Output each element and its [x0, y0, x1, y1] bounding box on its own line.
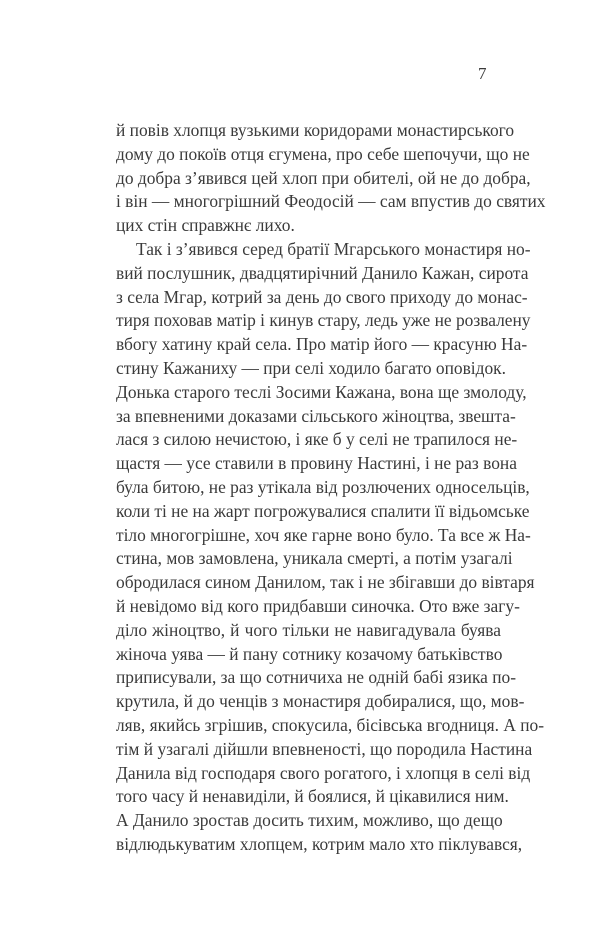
text-line: жіноча уява — й пану сотнику козачому батьківство	[116, 643, 503, 664]
text-line: дому до покоїв отця єгумена, про себе шепочучи, що не	[116, 143, 530, 164]
text-line: й невідомо від кого придбавши синочка. Ото вже загу-	[116, 595, 520, 616]
text-line: і він — многогрішний Феодосій — сам впустив до святих	[116, 191, 546, 212]
text-line: Данила від господаря свого рогатого, і хлопця в селі від	[116, 762, 531, 783]
text-line: була битою, не раз утікала від розлючених односельців,	[116, 476, 530, 497]
text-line: щастя — усе ставили в провину Настині, і не раз вона	[116, 453, 517, 474]
text-line: вбогу хатину край села. Про матір його — красуню На-	[116, 334, 528, 355]
body-text	[116, 119, 546, 857]
text-line: стина, мов замовлена, уникала смерті, а потім узагалі	[116, 548, 513, 569]
text-line: того часу й ненавиділи, й боялися, й цікавилися ним.	[116, 786, 509, 807]
text-line: крутила, й до ченців з монастиря добиралися, що, мов-	[116, 691, 525, 712]
text-line: з села Мгар, котрий за день до свого приходу до монас-	[116, 286, 528, 307]
text-line: й повів хлопця вузькими коридорами монастирського	[116, 120, 515, 140]
text-line: за впевненими доказами сільського жіноцтва, звешта-	[116, 405, 516, 426]
text-line: приписували, за що сотничиха не одній бабі язика по-	[116, 667, 517, 688]
text-line: коли ті не на жарт погрожувалися спалити її відьомське	[116, 500, 530, 521]
text-line: вий послушник, двадцятирічний Данило Кажан, сирота	[116, 262, 529, 283]
text-line: тім й узагалі дійшли впевненості, що породила Настина	[116, 738, 533, 759]
text-line: Донька старого теслі Зосими Кажана, вона ще змолоду,	[116, 381, 527, 402]
text-line: відлюдькуватим хлопцем, котрим мало хто піклувався,	[116, 833, 523, 854]
text-line: до добра з’явився цей хлоп при обителі, ой не до добра,	[116, 167, 531, 188]
text-line: Так і з’явився серед братії Мгарського монастиря но-	[136, 238, 531, 259]
text-line: діло жіноцтво, й чого тільки не навигадувала буява	[116, 619, 501, 640]
text-line: стину Кажаниху — при селі ходило багато оповідок.	[116, 357, 506, 378]
text-line: ляв, якийсь згрішив, спокусила, бісівська вгодниця. А по-	[116, 714, 545, 735]
text-line: тіло многогрішне, хоч яке гарне воно було. Та все ж На-	[116, 524, 531, 545]
text-line: цих стін справжнє лихо.	[116, 215, 295, 236]
text-line: обродилася сином Данилом, так і не збігавши до вівтаря	[116, 572, 535, 593]
text-line: А Данило зростав досить тихим, можливо, що дещо	[116, 810, 503, 831]
page-number: 7	[478, 64, 487, 83]
text-line: лася з силою нечистою, і яке б у селі не трапилося не-	[116, 429, 518, 450]
text-line: тиря поховав матір і кинув стару, ледь уже не розвалену	[116, 310, 531, 331]
